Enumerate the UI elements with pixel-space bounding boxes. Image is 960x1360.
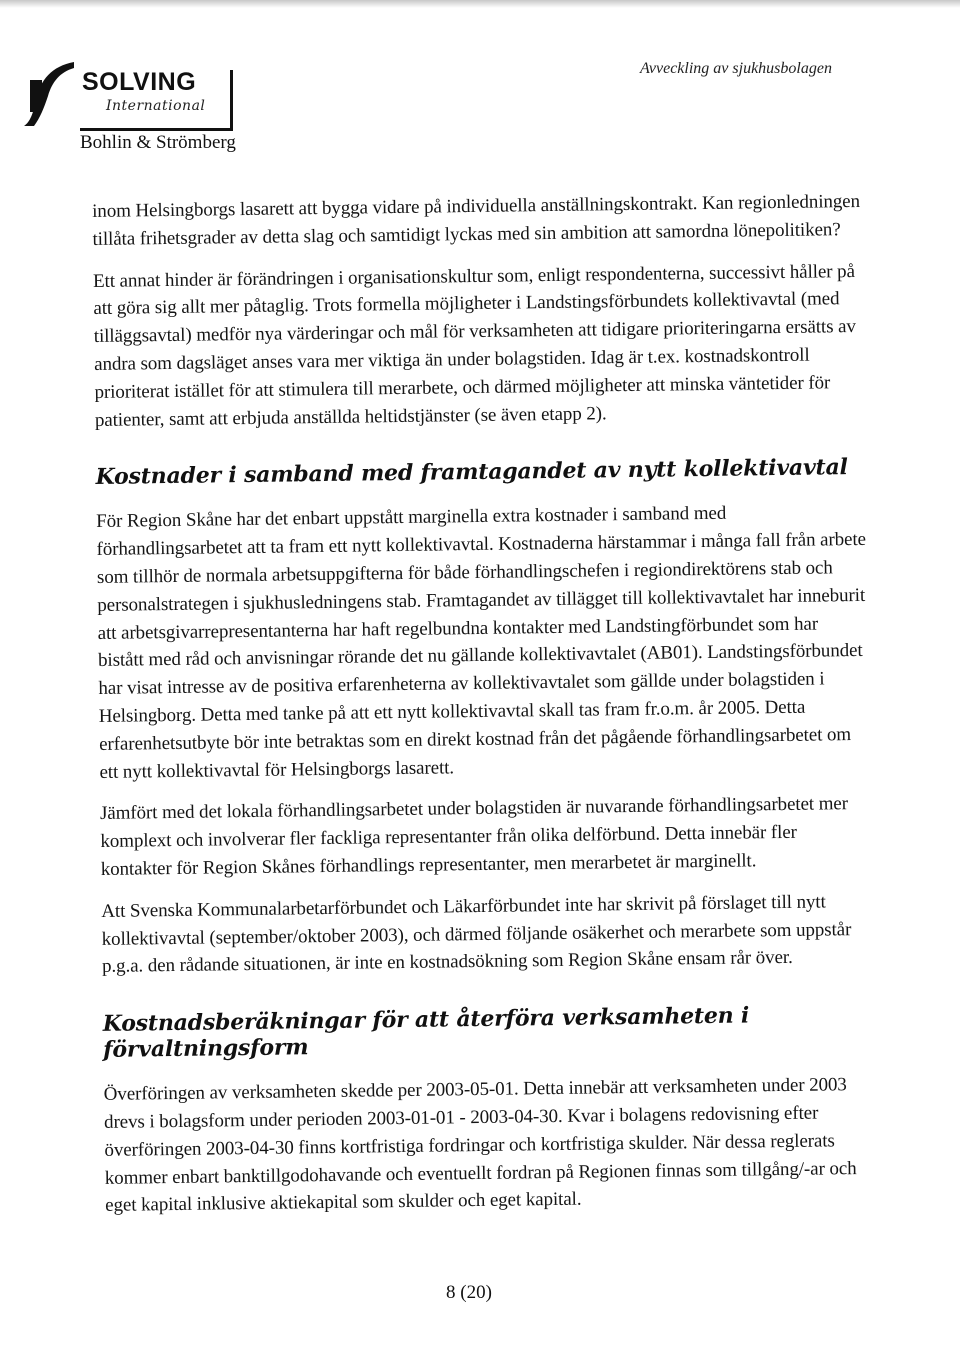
company-logo [22, 60, 262, 152]
logo-tagline: International [106, 98, 206, 114]
paragraph-2: Ett annat hinder är förändringen i organisationskultur som, enligt respondenterna, successivt håller på att göra sig allt mer påtaglig. Trots formella möjligheter i Landstingsförbundets kollektivavtal (med tilläggsavtal) medför nya värderingar och mål för verksamheten att tidigare prioriteringarna ersätts av andra som dagsläget anses vara mer viktiga än under bolagstiden. Idag är t.ex. kostnadskontroll prioriterat istället för att stimulera till merarbete, och därmed möjligheter att minska väntetider för patienter, samt att erbjuda anställda heltidstjänster (se även etapp 2). [92, 260, 856, 431]
paragraph-5: Att Svenska Kommunalarbetarförbundet och Läkarförbundet inte har skrivit på förslaget till nytt kollektivavtal (september/oktober 2003), och därmed följande osäkerhet och merarbete som uppstår p.g.a. den rådande situationen, är inte en kostnadsökning som Region Skåne ensam rår över. [101, 891, 852, 978]
page-number: 8 (20) [446, 1282, 492, 1303]
company-name: Bohlin & Strömberg [80, 132, 236, 153]
page-header [0, 0, 960, 160]
logo-wordmark: SOLVING [82, 68, 197, 96]
section-heading-costs: Kostnader i samband med framtagandet av nytt kollektivavtal [95, 454, 848, 491]
paragraph-1: inom Helsingborgs lasarett att bygga vidare på individuella anställningskontrakt. Kan regionledningen tillåta frihetsgrader av detta slag och samtidigt lyckas med sin ambition att samordna lönepolitiken? [92, 190, 861, 250]
paragraph-3: För Region Skåne har det enbart uppstått marginella extra kostnader i samband med förhandlingsarbetet att ta fram ett nytt kollektivavtal. Kostnaderna härstammar i många fall från arbete som tillhör de normala arbetsuppgifterna för både förhandlingschefen i regiondirektörens stab och personalstrategen i sjukhusledningens stab. Framtagandet av tillägget till kollektivavtalet har inneburit att arbetsgivarrepresentanterna har haft regelbundna kontakter med Landstingförbundet som har bistått med råd och anvisningar rörande det nu gällande kollektivavtalet (AB01). Landstingsförbundet har visat intresse av de positiva erfarenheterna av kollektivavtalet som gällde under bolagstiden i Helsingborg. Detta med tanke på att ett nytt kollektivavtal skall tas fram fr.o.m. år 2005. Detta erfarenhetsutbyte bör inte betraktas som en direkt kostnad från det pågående förhandlingsarbetet om ett nytt kollektivavtal för Helsingborgs lasarett. [96, 503, 867, 783]
paragraph-4: Jämfört med det lokala förhandlingsarbetet under bolagstiden är nuvarande förhandlingsarbetet mer komplext och involverar fler fackliga representanter från olika delförbund. Detta innebär fler kontakter för Region Skånes förhandlings representanter, men merarbetet är marginellt. [99, 793, 849, 880]
document-title: Avveckling av sjukhusbolagen [640, 60, 832, 77]
logo-swoosh-icon [22, 60, 78, 128]
paragraph-6: Överföringen av verksamheten skedde per 2003-05-01. Detta innebär att verksamheten under 2003 drevs i bolagsform under perioden 2003-01-01 - 2003-04-30. Kvar i bolagens redovisning efter överföringen 2003-04-30 finns kortfristiga fordringar och kortfristiga skulder. När dessa reglerats kommer enbart banktillgodohavande och eventuellt fordran på Regionen finnas som tillgång/-ar och eget kapital inklusive aktiekapital som skulder och eget kapital. [103, 1074, 857, 1217]
page-body [92, 188, 875, 1226]
section-heading-calculations: Kostnadsberäkningar för att återföra verksamheten i förvaltningsform [102, 1002, 750, 1064]
